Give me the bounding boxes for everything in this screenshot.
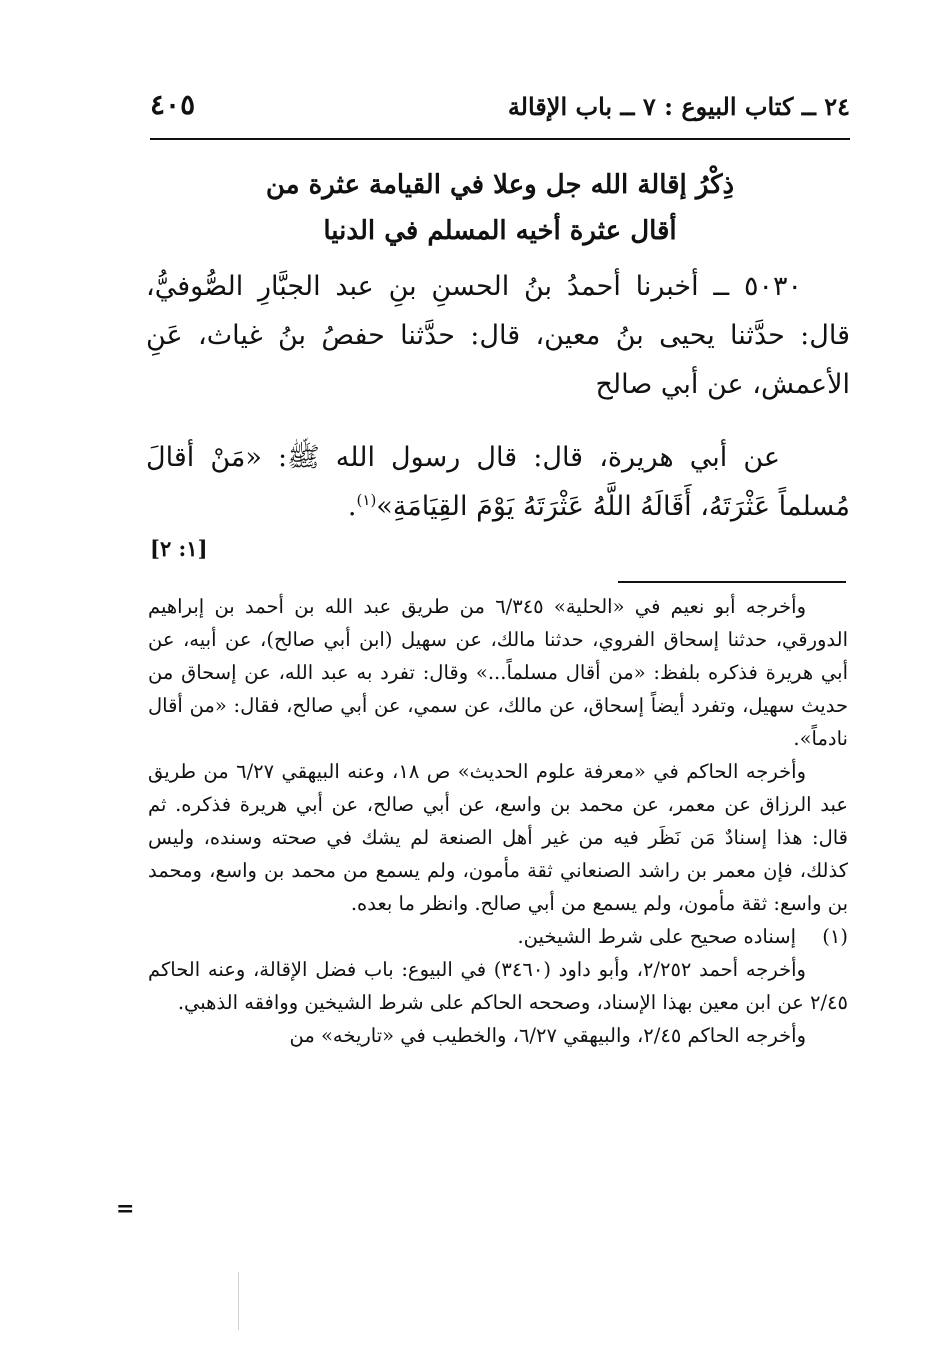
chapter-heading-line-2: أقال عثرة أخيه المسلم في الدنيا xyxy=(323,216,677,246)
footnote-1 xyxy=(148,920,848,953)
footnote-ref: (١) xyxy=(356,491,377,509)
hadith-text xyxy=(146,262,850,531)
note-paragraph-2: وأخرجه الحاكم في «معرفة علوم الحديث» ص ١٨، وعنه البيهقي ٦/٢٧ من طريق عبد الرزاق عن معمر، عن محمد بن واسع، عن أبي صالح، عن أبي هريرة فذكره. ثم قال: هذا إسنادٌ مَن نَظَر فيه من غير أهل الصنعة لم يشك في صحته وسنده، وليس كذلك، فإن معمر بن راشد الصنعاني ثقة مأمون، ولم يسمع من محمد بن واسع، ومحمد بن واسع: ثقة مأمون، ولم يسمع من أبي صالح. وانظر ما بعده. xyxy=(148,760,848,915)
chapter-heading-line-1: ذِكْرُ إقالة الله جل وعلا في القيامة عثرة من xyxy=(265,170,735,200)
hadith-matn-paragraph xyxy=(146,433,850,531)
page-number: ٤٠٥ xyxy=(150,88,196,121)
footnote-1-text: إسناده صحيح على شرط الشيخين. xyxy=(517,925,796,948)
continuation-mark: = xyxy=(116,1196,135,1222)
hadith-reference: [١: ٢] xyxy=(150,536,208,561)
hadith-matn: عن أبي هريرة، قال: قال رسول الله ﷺ: «مَنْ أقالَ مُسلماً عَثْرَتَهُ، أَقَالَهُ اللَّهُ عَثْرَتَهُ يَوْمَ القِيَامَةِ» xyxy=(146,442,850,522)
chapter-heading xyxy=(150,162,850,254)
header-rule xyxy=(150,138,850,140)
footnote-rule xyxy=(618,581,846,583)
scan-mark xyxy=(238,1272,239,1330)
footnotes xyxy=(148,590,848,1052)
running-head-title: ٢٤ ــ كتاب البيوع : ٧ ــ باب الإقالة xyxy=(507,92,850,121)
running-head xyxy=(150,88,850,132)
note-paragraph-3: وأخرجه أحمد ٢/٢٥٢، وأبو داود (٣٤٦٠) في البيوع: باب فضل الإقالة، وعنه الحاكم ٢/٤٥ عن ابن معين بهذا الإسناد، وصححه الحاكم على شرط الشيخين ووافقه الذهبي. xyxy=(148,958,848,1014)
note-paragraph-1: وأخرجه أبو نعيم في «الحلية» ٦/٣٤٥ من طريق عبد الله بن أحمد بن إبراهيم الدورقي، حدثنا إسحاق الفروي، حدثنا مالك، عن سهيل (ابن أبي صالح)، عن أبيه، عن أبي هريرة فذكره بلفظ: «من أقال مسلماً...» وقال: تفرد به عبد الله، عن إسحاق من حديث سهيل، وتفرد أيضاً إسحاق، عن مالك، عن سمي، عن أبي صالح، فقال: «من أقال نادماً». xyxy=(148,595,848,750)
hadith-matn-end: . xyxy=(347,491,357,522)
footnote-1-mark: (١) xyxy=(822,925,848,948)
note-paragraph-4: وأخرجه الحاكم ٢/٤٥، والبيهقي ٦/٢٧، والخطيب في «تاريخه» من xyxy=(289,1024,806,1047)
hadith-isnad: ٥٠٣٠ ــ أخبرنا أحمدُ بنُ الحسنِ بنِ عبد الجبَّارِ الصُّوفيُّ، قال: حدَّثنا يحيى بنُ معين، قال: حدَّثنا حفصُ بنُ غياث، عَنِ الأعمش، عن أبي صالح xyxy=(146,271,850,400)
